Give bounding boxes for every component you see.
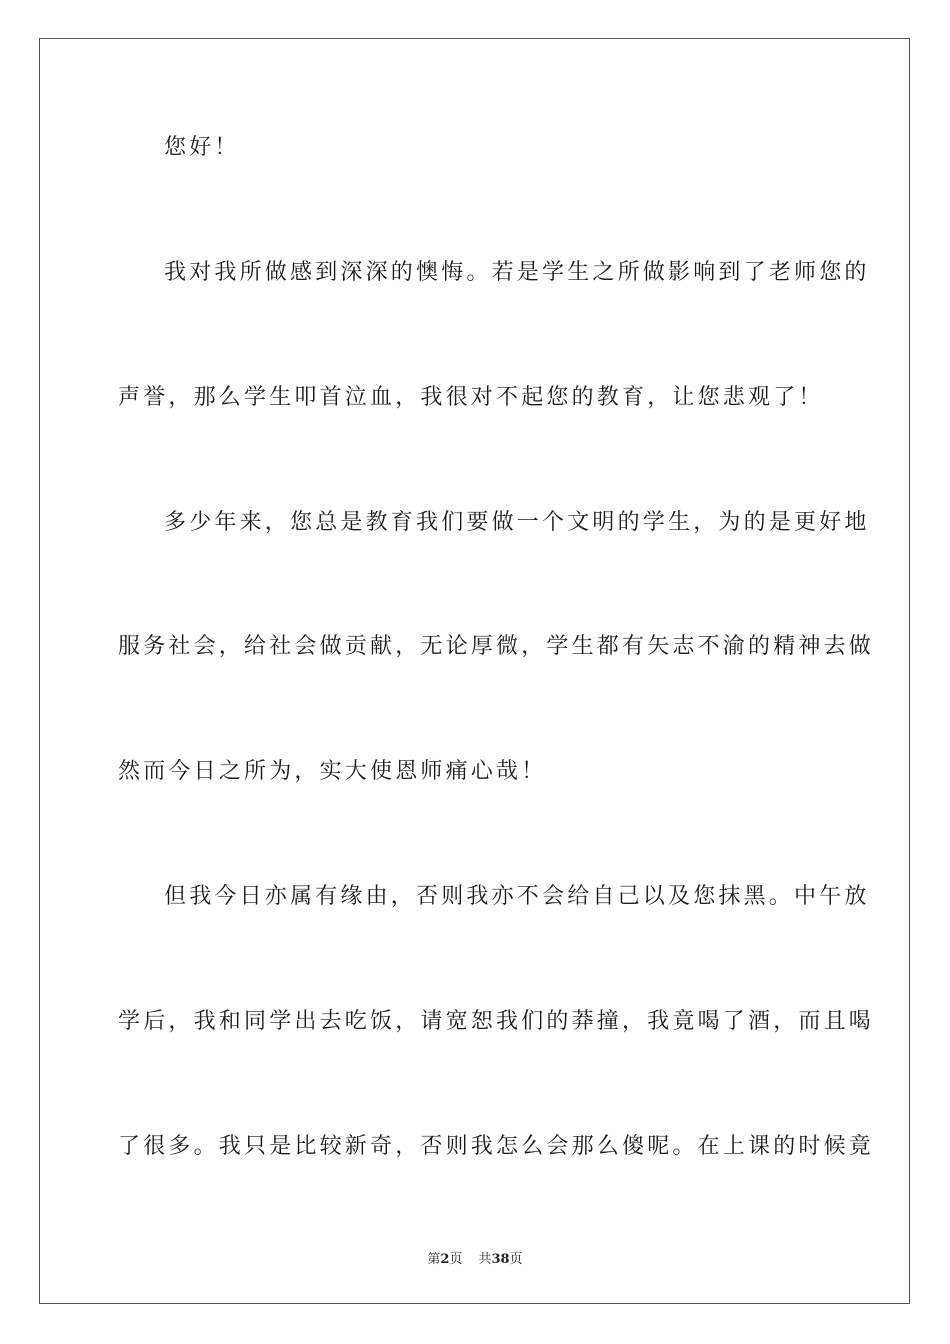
body-line-5: 然而今日之所为，实大使恩师痛心哉！ xyxy=(118,759,547,784)
footer-page-unit: 页 xyxy=(449,1252,463,1267)
greeting-line: 您好！ xyxy=(164,135,240,160)
page-footer xyxy=(0,1248,950,1267)
footer-page-prefix: 第 xyxy=(427,1252,441,1267)
body-line-3: 多少年来，您总是教育我们要做一个文明的学生，为的是更好地 xyxy=(164,510,870,535)
footer-page-current: 2 xyxy=(440,1252,450,1267)
footer-total-prefix: 共 xyxy=(478,1252,492,1267)
footer-total-unit: 页 xyxy=(509,1252,523,1267)
body-line-7: 学后，我和同学出去吃饭，请宽恕我们的莽撞，我竟喝了酒，而且喝 xyxy=(118,1009,875,1034)
body-line-8: 了很多。我只是比较新奇，否则我怎么会那么傻呢。在上课的时候竟 xyxy=(118,1134,875,1159)
body-line-2: 声誉，那么学生叩首泣血，我很对不起您的教育，让您悲观了！ xyxy=(118,385,824,410)
footer-page-total: 38 xyxy=(491,1252,510,1267)
body-line-6: 但我今日亦属有缘由，否则我亦不会给自己以及您抹黑。中午放 xyxy=(164,884,870,909)
body-line-1: 我对我所做感到深深的懊悔。若是学生之所做影响到了老师您的 xyxy=(164,260,870,285)
page-frame xyxy=(39,38,910,1304)
body-line-4: 服务社会，给社会做贡献，无论厚微，学生都有矢志不渝的精神去做 xyxy=(118,634,875,659)
